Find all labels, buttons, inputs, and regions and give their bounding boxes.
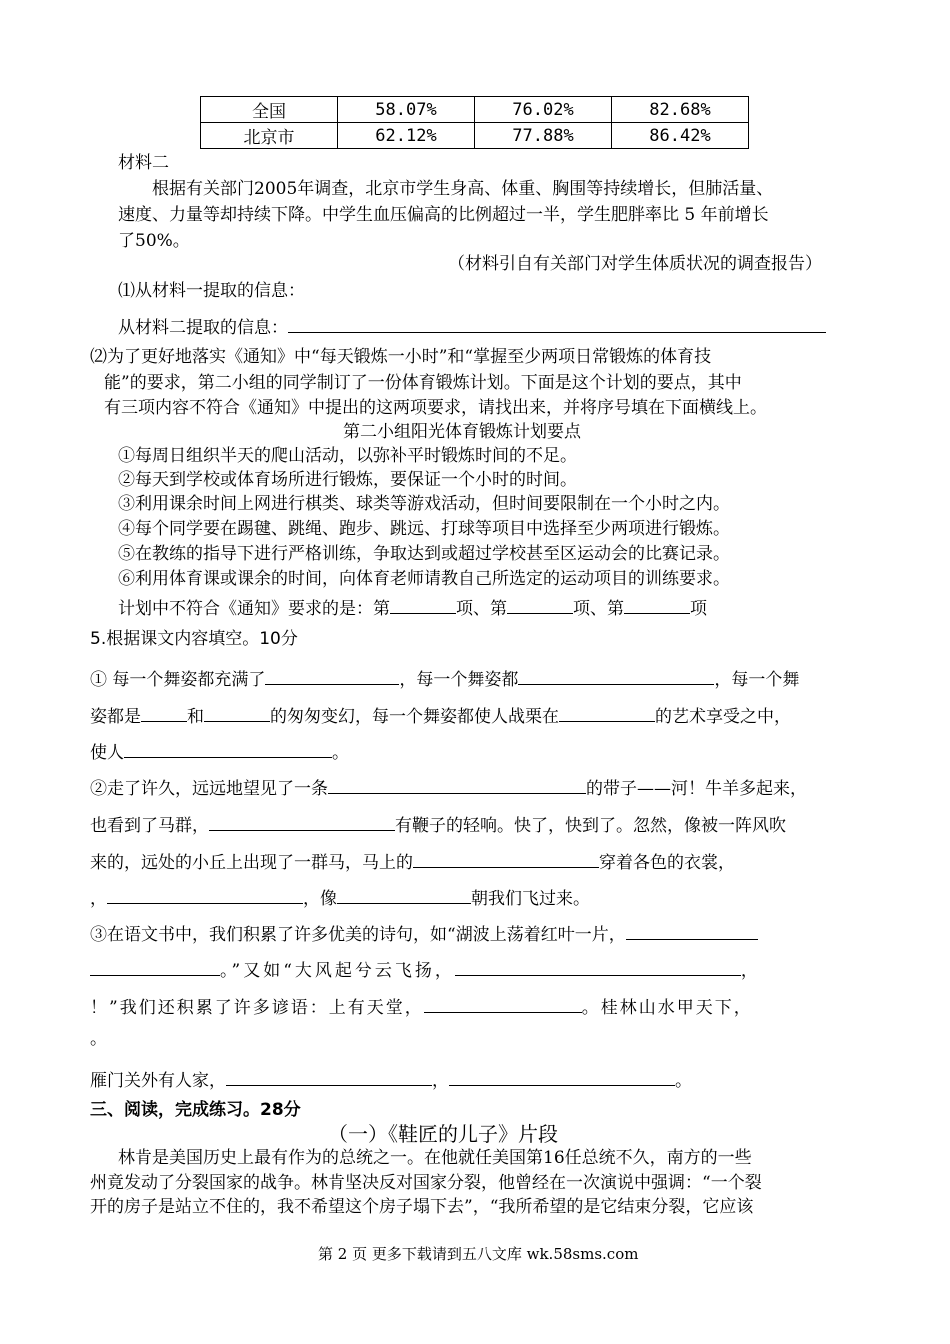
fill-text: 姿都是 <box>90 707 141 727</box>
fill-text: ，像 <box>303 889 337 909</box>
table-cell: 北京市 <box>201 123 338 149</box>
answer-blank[interactable] <box>518 667 714 685</box>
answer-blank[interactable] <box>424 995 582 1013</box>
answer-label: 项 <box>690 599 707 619</box>
page-footer: 第 2 页 更多下载请到五八文库 wk.58sms.com <box>318 1245 639 1263</box>
fill-text: 也看到了马群， <box>90 816 209 836</box>
answer-blank[interactable] <box>390 596 456 614</box>
q5-p1-row <box>90 704 791 726</box>
passage-line: 开的房子是站立不住的，我不希望这个房子塌下去”，“我所希望的是它结束分裂，它应该 <box>90 1197 754 1217</box>
fill-text: 。 <box>90 1029 107 1049</box>
q1-part2-label: 从材料二提取的信息： <box>118 318 288 338</box>
table-cell: 62.12% <box>338 123 475 149</box>
answer-blank[interactable] <box>204 704 270 722</box>
fill-text: 。”又如“大风起兮云飞扬， <box>220 961 455 981</box>
answer-blank[interactable] <box>624 596 690 614</box>
fill-text: 穿着各色的衣裳， <box>599 853 735 873</box>
table-cell: 76.02% <box>475 97 612 123</box>
q5-p3-row <box>90 1031 107 1048</box>
table-row <box>201 123 749 149</box>
fill-text: ，每一个舞姿都 <box>399 670 519 690</box>
answer-blank[interactable] <box>626 922 758 940</box>
plan-item: ⑥利用体育课或课余的时间，向体育老师请教自己所选定的运动项目的训练要求。 <box>118 569 730 589</box>
fill-text: 的艺术享受之中， <box>655 707 791 727</box>
q1-part1: ⑴从材料一提取的信息： <box>118 281 305 301</box>
fill-text: 来的，远处的小丘上出现了一群马，马上的 <box>90 853 413 873</box>
answer-blank[interactable] <box>455 958 741 976</box>
material2-line: 了50%。 <box>118 231 190 251</box>
material2-line: 速度、力量等却持续下降。中学生血压偏高的比例超过一半，学生肥胖率比 5 年前增长 <box>118 205 769 225</box>
table-row <box>201 97 749 123</box>
plan-item: ③利用课余时间上网进行棋类、球类等游戏活动，但时间要限制在一个小时之内。 <box>118 494 730 514</box>
q5-p2-row <box>90 813 786 835</box>
answer-blank[interactable] <box>265 667 399 685</box>
passage-line: 林肯是美国历史上最有作为的总统之一。在他就任美国第16任总统不久，南方的一些 <box>118 1148 752 1168</box>
fill-text: 的匆匆变幻，每一个舞姿都使人战栗在 <box>270 707 559 727</box>
answer-blank[interactable] <box>141 704 187 722</box>
fill-text: ， <box>740 961 761 981</box>
answer-blank[interactable] <box>288 315 826 333</box>
q5-p1-row <box>90 740 349 762</box>
q5-p3-row <box>90 1068 692 1090</box>
q5-p2-row <box>90 886 590 908</box>
material2-source: （材料引自有关部门对学生体质状况的调查报告） <box>448 254 822 274</box>
q2-line: 能”的要求，第二小组的同学制订了一份体育锻炼计划。下面是这个计划的要点，其中 <box>104 373 742 393</box>
answer-blank[interactable] <box>107 886 303 904</box>
answer-blank[interactable] <box>413 850 599 868</box>
q5-p3-row <box>90 922 758 944</box>
q5-p1-row <box>90 667 799 689</box>
table-cell: 82.68% <box>612 97 749 123</box>
answer-blank[interactable] <box>449 1068 675 1086</box>
passage-line: 州竟发动了分裂国家的战争。林肯坚决反对国家分裂，他曾经在一次演说中强调：“一个裂 <box>90 1173 762 1193</box>
plan-item: ⑤在教练的指导下进行严格训练，争取达到或超过学校甚至区运动会的比赛记录。 <box>118 544 730 564</box>
answer-blank[interactable] <box>124 740 332 758</box>
fill-text: 。 <box>332 743 349 763</box>
answer-blank[interactable] <box>209 813 395 831</box>
answer-blank[interactable] <box>90 958 220 976</box>
material2-line: 根据有关部门2005年调查，北京市学生身高、体重、胸围等持续增长，但肺活量、 <box>152 179 774 199</box>
fill-text: 。 <box>675 1071 692 1091</box>
answer-blank[interactable] <box>226 1068 432 1086</box>
section3-title: 三、阅读，完成练习。28分 <box>90 1100 301 1120</box>
fill-text: ， <box>90 889 107 909</box>
stats-table <box>200 96 749 149</box>
answer-label: 项、第 <box>456 599 507 619</box>
table-cell: 58.07% <box>338 97 475 123</box>
plan-item: ①每周日组织半天的爬山活动，以弥补平时锻炼时间的不足。 <box>118 446 577 466</box>
plan-item: ④每个同学要在踢毽、跳绳、跑步、跳远、打球等项目中选择至少两项进行锻炼。 <box>118 519 730 539</box>
q2-line: 有三项内容不符合《通知》中提出的这两项要求，请找出来，并将序号填在下面横线上。 <box>104 398 767 418</box>
fill-text: 的带子——河！牛羊多起来， <box>586 779 807 799</box>
fill-text: ！”我们还积累了许多谚语：上有天堂， <box>90 998 424 1018</box>
q2-answer-row <box>118 596 707 618</box>
q5-title: 5.根据课文内容填空。10分 <box>90 629 298 649</box>
answer-label: 项、第 <box>573 599 624 619</box>
fill-text: ②走了许久，远远地望见了一条 <box>90 779 328 799</box>
fill-text: 和 <box>187 707 204 727</box>
fill-text: 朝我们飞过来。 <box>471 889 590 909</box>
fill-text: 雁门关外有人家， <box>90 1071 226 1091</box>
table-cell: 86.42% <box>612 123 749 149</box>
fill-text: ，每一个舞 <box>714 670 800 690</box>
section3-subtitle: （一）《鞋匠的儿子》片段 <box>328 1122 558 1146</box>
answer-label: 计划中不符合《通知》要求的是：第 <box>118 599 390 619</box>
answer-blank[interactable] <box>559 704 655 722</box>
fill-text: ③在语文书中，我们积累了许多优美的诗句，如“湖波上荡着红叶一片， <box>90 925 626 945</box>
q2-line: ⑵为了更好地落实《通知》中“每天锻炼一小时”和“掌握至少两项日常锻炼的体育技 <box>90 347 712 367</box>
fill-text: ， <box>432 1071 449 1091</box>
q5-p2-row <box>90 776 807 798</box>
answer-blank[interactable] <box>337 886 471 904</box>
q5-p2-row <box>90 850 735 872</box>
answer-blank[interactable] <box>328 776 586 794</box>
plan-title: 第二小组阳光体育锻炼计划要点 <box>343 422 581 442</box>
table-cell: 77.88% <box>475 123 612 149</box>
answer-blank[interactable] <box>507 596 573 614</box>
fill-text: 。桂林山水甲天下， <box>581 998 753 1018</box>
q5-p3-row <box>90 958 761 980</box>
table-cell: 全国 <box>201 97 338 123</box>
material2-heading: 材料二 <box>118 153 169 173</box>
plan-item: ②每天到学校或体育场所进行锻炼，要保证一个小时的时间。 <box>118 470 577 490</box>
q1-part2-row <box>118 315 826 337</box>
q5-p3-row <box>90 995 753 1017</box>
fill-text: 有鞭子的轻响。快了，快到了。忽然，像被一阵风吹 <box>395 816 786 836</box>
fill-text: 使人 <box>90 743 124 763</box>
fill-text: ① 每一个舞姿都充满了 <box>90 670 266 690</box>
